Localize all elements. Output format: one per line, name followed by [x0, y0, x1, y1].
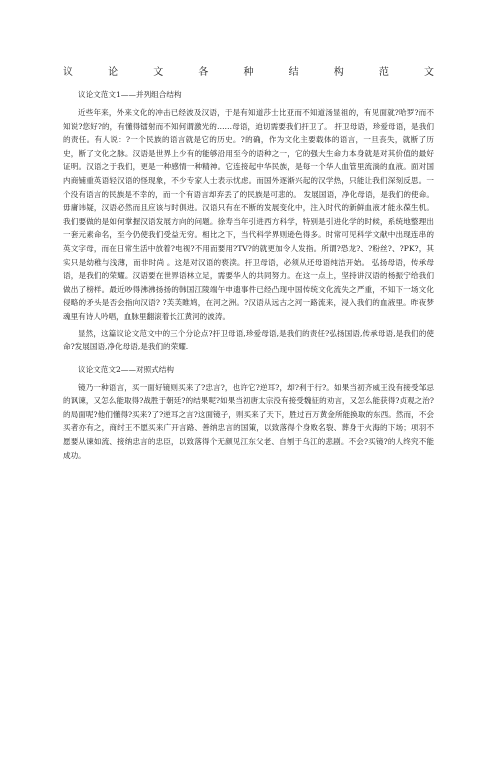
title-char: 构 [333, 67, 344, 78]
title-char: 论 [108, 67, 119, 78]
document-page [0, 66, 496, 768]
section-1-paragraph-2: 显然，这篇议论文范文中的三个分论点?扞卫母语,珍爱母语,是我们的责任?弘扬国语,传承母语,是我们的使命?发展国语,净化母语,是我们的荣耀. [63, 328, 434, 352]
section-heading-2: 议论文范文2——对照式结构 [78, 364, 174, 374]
document-title [63, 66, 434, 80]
title-char: 议 [63, 67, 73, 78]
section-2-paragraph-1: 镜乃一种语言，买一面好镜则买来了?忠言?，也许它?逆耳?，却?利于行?。如果当初齐威王没有接受邹忌的讽谏，又怎么能取得?战胜于朝廷?的结果呢?如果当初唐太宗没有接受魏征的劝言，又怎么能获得?贞观之治?的局面呢?他们懂得?买来?了?逆耳之言?这面镜子，则买来了天下，胜过百万黄金所能换取的东西。然而，不会买者亦有之，商纣王不愿买来广开言路、善纳忠言的国策，以致落得个身败名裂、葬身于火海的下场；项羽不愿要从谏如流、接纳忠言的忠臣，以致落得个无颜见江东父老、自刎于乌江的悲剧。不会?买镜?的人终究不能成功。 [63, 382, 434, 460]
title-char: 范 [378, 67, 389, 78]
title-char: 种 [243, 67, 254, 78]
title-char: 各 [198, 67, 209, 78]
title-char: 文 [424, 67, 434, 78]
section-heading-1: 议论文范文1——并列组合结构 [78, 90, 182, 99]
title-char: 文 [153, 67, 164, 78]
section-1-paragraph-1: 近些年来，外来文化的冲击已经波及汉语，于是有知道莎士比亚而不知道汤显祖的，有见面就?哈罗?而不知说?您好?的，有懂得镭射而不知何谓激光的……母语，迫切需要我们扞卫了。 扞卫母语，珍爱母语，是我们的责任。有人说：?一个民族的语言就是它的历史。?的确，作为文化主要载体的语言，一旦丧失，就断了历史，断了文化之脉。汉语是世界上少有的能够沿用至今的语种之一，它的强大生命力本身就是对其价值的最好证明。汉语之于我们，更是一种感情一种精神。它连接起中华民族，是每一个华人血管里流淌的血液。面对国内商铺重英语轻汉语的怪现象，不少专家人士表示忧虑。而国外逐渐兴起的汉学热，只能让我们深刻反思。一个没有语言的民族是不幸的，而一个有语言却弃丢了的民族是可悲的。 发展国语，净化母语，是我们的使命。毋庸讳疑，汉语必然而且应该与时俱进。汉语只有在不断的发展变化中，注入时代的新鲜血液才能永葆生机。我们要做的是如何掌握汉语发展方向的问题。徐寿当年引进西方科学，特别是引进化学的时候，系统地整理出一套元素命名，至今仍使我们受益无穷。相比之下，当代科学界则逊色得多。时常可见科学文献中出现连串的英文字母，而在日常生活中放着?电视?不用而要用?TV?的就更加令人发指。所谓?恐龙?、?粉丝?、?PK?，其实只是幼稚与浅薄，而非时尚 。这是对汉语的亵渎。扞卫母语，必须从还母语纯洁开始。 弘扬母语，传承母语，是我们的荣耀。汉语要在世界语林立足，需要华人的共同努力。在这一点上，坚持讲汉语的杨振宁给我们做出了榜样。最近吵得沸沸扬扬的韩国江陵端午申遗事件已经凸现中国传统文化流失之严重，不知下一场文化侵略的矛头是否会指向汉语? ?芙芙睢鸠，在河之洲。?汉语从远古之河一路流来，浸入我们的血液里。昨夜梦魂里有诗人吟唱，血脉里翻滚着长江黄河的波涛。 [63, 108, 434, 321]
title-char: 结 [288, 67, 299, 78]
